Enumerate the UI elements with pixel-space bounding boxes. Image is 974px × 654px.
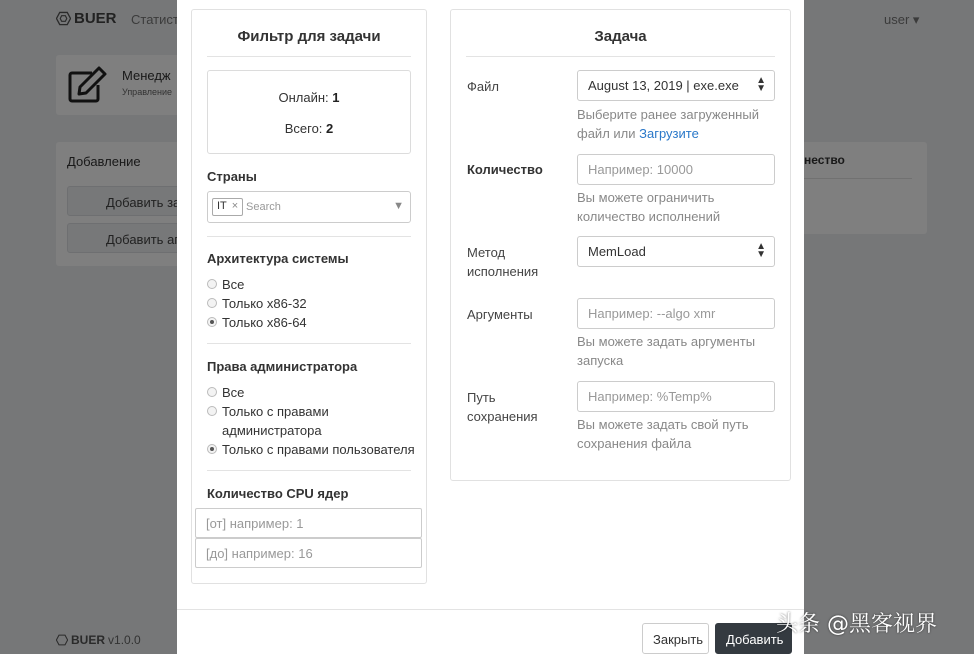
radio-button[interactable] — [207, 406, 217, 416]
close-button[interactable]: Закрыть — [642, 623, 709, 654]
count-help: Вы можете ограничить количество исполнений — [577, 190, 721, 224]
args-help: Вы можете задать аргументы запуска — [577, 334, 756, 368]
radio-label: Все — [222, 385, 245, 400]
total-label: Всего: — [284, 121, 323, 136]
remove-tag-icon[interactable]: × — [231, 200, 239, 212]
radio-button[interactable] — [207, 279, 217, 289]
count-input[interactable]: Например: 10000 — [577, 154, 775, 185]
upload-link[interactable]: Загрузите — [639, 126, 699, 141]
arch-option-x86-64[interactable] — [207, 313, 307, 332]
path-help: Вы можете задать свой путь сохранения файла — [577, 417, 749, 451]
args-input[interactable]: Например: --algo xmr — [577, 298, 775, 329]
select-arrows-icon: ▲ ▼ — [756, 241, 766, 260]
divider — [207, 56, 411, 57]
cpu-from-input[interactable]: [от] например: 1 — [195, 508, 422, 538]
radio-button[interactable] — [207, 317, 217, 327]
bot-stats — [207, 70, 411, 154]
divider — [466, 56, 775, 57]
total-count: 2 — [326, 121, 334, 136]
method-label: Метод исполнения — [467, 245, 539, 279]
method-select[interactable] — [577, 236, 775, 267]
add-button[interactable]: Добавить — [715, 623, 792, 654]
divider — [207, 236, 411, 237]
arch-title: Архитектура системы — [207, 251, 349, 266]
path-label: Путь сохранения — [467, 390, 538, 424]
task-panel-title: Задача — [594, 28, 647, 45]
country-multiselect[interactable] — [207, 191, 411, 223]
modal-footer-divider — [177, 609, 804, 610]
admin-option-admin[interactable] — [207, 402, 407, 440]
radio-label: Только x86-32 — [222, 296, 307, 311]
path-input[interactable]: Например: %Temp% — [577, 381, 775, 412]
divider — [207, 343, 411, 344]
radio-label: Только с правами пользователя — [222, 442, 415, 457]
radio-label: Все — [222, 277, 245, 292]
country-search-input[interactable]: Search — [246, 201, 281, 213]
online-stat — [208, 90, 410, 105]
cpu-title: Количество CPU ядер — [207, 486, 349, 501]
args-label: Аргументы — [467, 307, 533, 322]
admin-option-all[interactable] — [207, 383, 244, 402]
radio-label: Только x86-64 — [222, 315, 307, 330]
file-help-text: Выберите ранее загруженный файл или — [577, 107, 759, 141]
filter-panel-title: Фильтр для задачи — [237, 28, 381, 45]
file-help — [577, 105, 782, 143]
radio-button[interactable] — [207, 298, 217, 308]
arch-option-all[interactable] — [207, 275, 244, 294]
total-stat — [208, 121, 410, 136]
count-label: Количество — [467, 162, 543, 177]
divider — [207, 470, 411, 471]
cpu-to-input[interactable]: [до] например: 16 — [195, 538, 422, 568]
watermark: 头条 @黑客视界 — [776, 612, 937, 637]
add-task-modal — [177, 0, 804, 654]
online-label: Онлайн: — [278, 90, 329, 105]
radio-button[interactable] — [207, 444, 217, 454]
country-tag-label: IT — [217, 200, 227, 212]
admin-option-user[interactable] — [207, 440, 415, 459]
admin-title: Права администратора — [207, 359, 358, 374]
arch-option-x86-32[interactable] — [207, 294, 307, 313]
countries-title: Страны — [207, 169, 257, 184]
file-select-value: August 13, 2019 | exe.exe — [588, 78, 739, 93]
dropdown-arrow-icon[interactable]: ▼ — [393, 200, 404, 212]
radio-label: Только с правами администратора — [222, 404, 329, 438]
method-select-value: MemLoad — [588, 244, 646, 259]
file-select[interactable] — [577, 70, 775, 101]
task-panel — [450, 9, 791, 481]
filter-panel — [191, 9, 427, 584]
online-count: 1 — [332, 90, 340, 105]
radio-button[interactable] — [207, 387, 217, 397]
select-arrows-icon: ▲ ▼ — [756, 75, 766, 94]
file-label: Файл — [467, 79, 499, 94]
country-tag[interactable] — [212, 198, 243, 216]
